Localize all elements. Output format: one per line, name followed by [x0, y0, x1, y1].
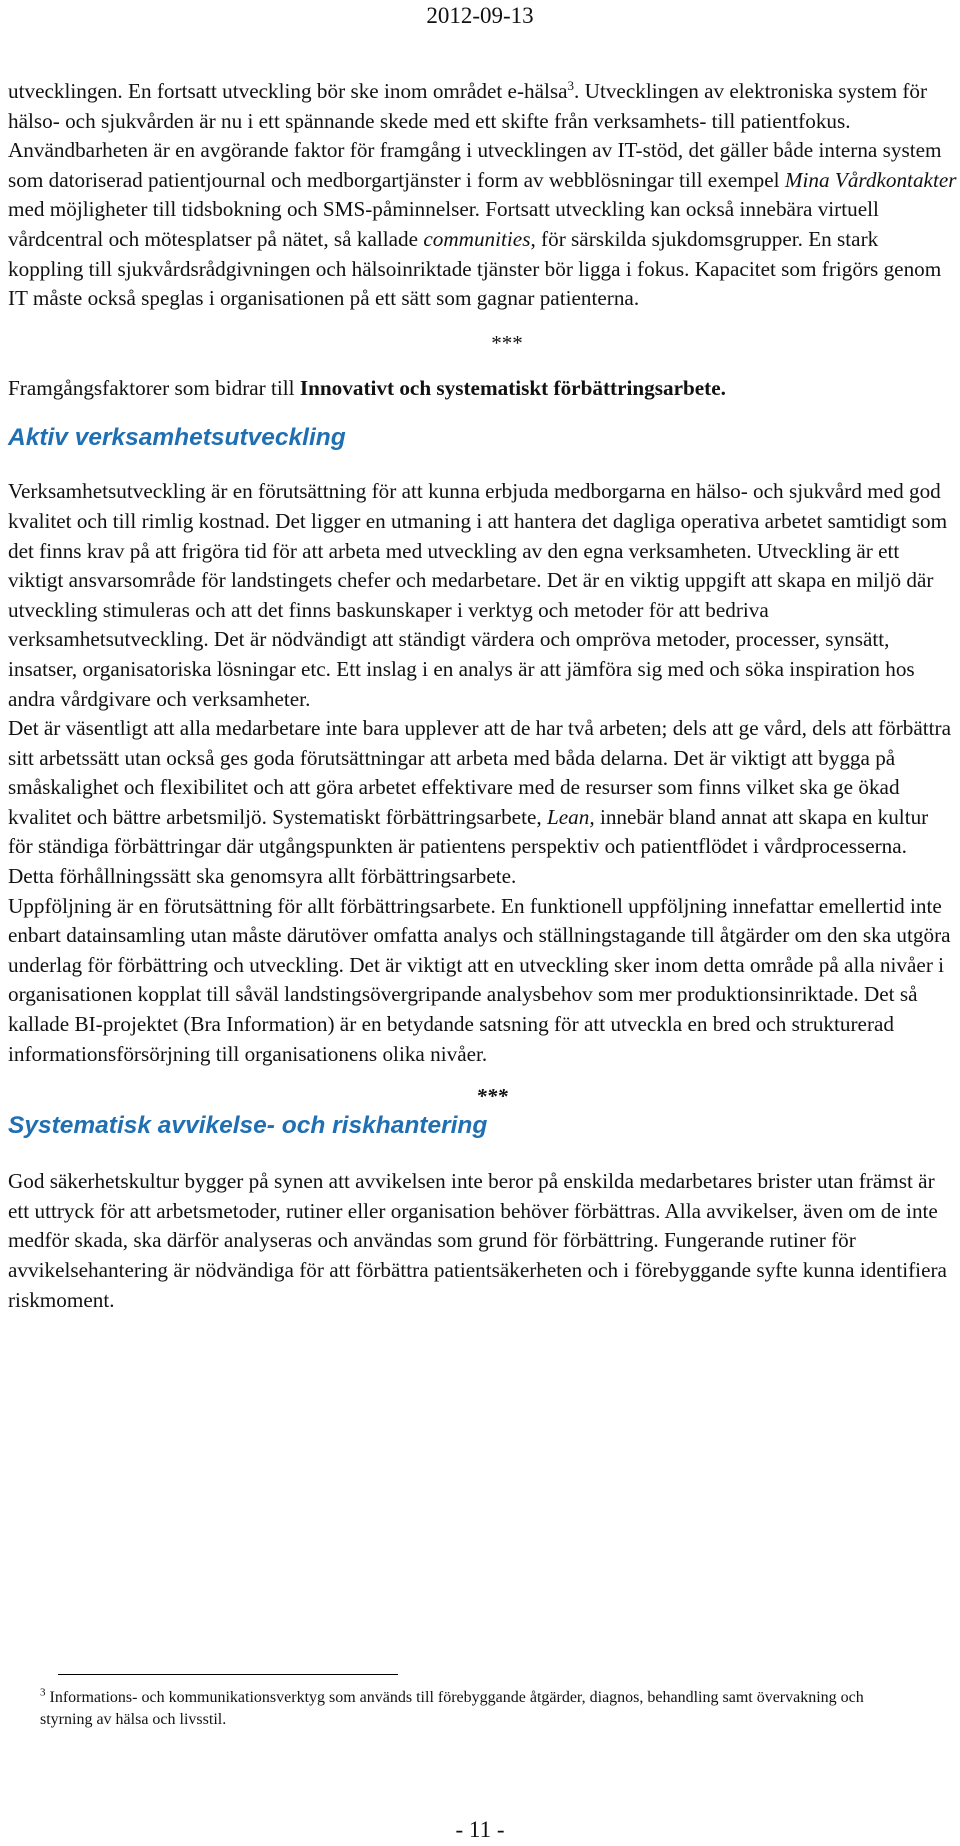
text-run: Det är väsentligt att alla medarbetare inte bara upplever att de har två arbeten; dels att ge vård, dels att förbättra sitt arbetssätt utan också ges goda förutsättningar att arbeta med båda delarna. Det är viktigt att bygga på småskalighet och flexibilitet och att göra arbetet effektivare med de resurser som finns vilket ska ge ökad kvalitet och bättre arbetsmiljö. Systematiskt förbättringsarbete, [8, 716, 951, 829]
footnote-text: Informations- och kommunikationsverktyg som används till förebyggande åtgärder, diagnos, behandling samt övervakning och styrning av hälsa och livsstil. [40, 1689, 864, 1728]
emphasis: Mina Vårdkontakter [784, 167, 957, 192]
text-run: innebär bland annat att skapa en kultur för ständiga förbättringar där utgångspunkten är patientens perspektiv och patientflödet i vårdprocesserna. Detta förhållningssätt ska genomsyra allt förbättringsarbete. [8, 804, 929, 889]
paragraph-uppfoljning: Uppföljning är en förutsättning för allt förbättringsarbete. En funktionell uppföljning innefattar emellertid inte enbart datainsamling utan måste därutöver omfatta analys och ställningstagande till åtgärder om den ska utgöra underlag för förbättring och utveckling. Det är viktigt att en utveckling sker inom detta område på alla nivåer i organisationen kopplat till såväl landstingsövergripande analysbehov som mer produktionsinriktade. Det så kallade BI-projektet (Bra Information) är en betydande satsning för att utveckla en bred och strukturerad informationsförsörjning till organisationens olika nivåer. [8, 893, 951, 1066]
page-header-date: 2012-09-13 [426, 3, 534, 28]
paragraph-medarbetare [8, 714, 958, 892]
paragraph-verksamhetsutveckling: Verksamhetsutveckling är en förutsättning för att kunna erbjuda medborgarna en hälso- och sjukvård med god kvalitet och till rimlig kostnad. Det ligger en utmaning i att hantera det dagliga operativa arbetet samtidigt som det finns krav på att frigöra tid för att arbeta med utveckling av den egna verksamheten. Utveckling är ett viktigt ansvarsområde för landstingets chefer och medarbetare. Det är en viktig uppgift att skapa en miljö där utveckling stimuleras och att det finns baskunskaper i verktyg och metoder för att bedriva verksamhetsutveckling. Det är nödvändigt att ständigt värdera och ompröva metoder, processer, synsätt, insatser, organisatoriska lösningar etc. Ett inslag i en analys är att jämföra sig med och söka inspiration hos andra vårdgivare och verksamheter. [8, 479, 948, 711]
text-run: utvecklingen. En fortsatt utveckling bör ske inom området e-hälsa [8, 79, 568, 103]
section-heading-aktiv: Aktiv verksamhetsutveckling [8, 424, 346, 452]
section-separator: *** [491, 330, 523, 355]
text-run: Framgångsfaktorer som bidrar till [8, 375, 300, 400]
footnote-ref: 3 [567, 77, 575, 93]
section-heading-avvikelse: Systematisk avvikelse- och riskhantering [8, 1112, 488, 1140]
footnote-number: 3 [40, 1686, 46, 1699]
footnote-divider [58, 1674, 398, 1675]
document-body [8, 77, 958, 1315]
bold-text: Innovativt och systematiskt förbättringsarbete. [299, 375, 726, 400]
text-run: , för särskilda sjukdomsgrupper. En stark koppling till sjukvårdsrådgivningen och hälsoinriktade tjänster bör ligga i fokus. Kapacitet som frigörs genom IT måste också speglas i organisationen på ett sätt som gagnar patienterna. [8, 226, 942, 311]
emphasis: communities [423, 226, 531, 251]
text-run: med möjligheter till tidsbokning och SMS-påminnelser. Fortsatt utveckling kan också innebära virtuell vårdcentral och mötesplatser på nätet, så kallade [8, 197, 879, 251]
paragraph-e-halsa [8, 77, 958, 314]
section-separator: *** [476, 1084, 508, 1109]
emphasis: Lean, [546, 804, 595, 829]
page-number: - 11 - [455, 1817, 505, 1842]
text-run: . Utvecklingen av elektroniska system för hälso- och sjukvården är nu i ett spännande skede med ett skifte från verksamhets- till patientfokus. Användbarheten är en avgörande faktor för framgång i utvecklingen av IT-stöd, det gäller både interna system som datoriserad patientjournal och medborgartjänster i form av webblösningar till exempel [8, 79, 942, 192]
lead-paragraph [8, 374, 958, 404]
paragraph-sakerhetskultur: God säkerhetskultur bygger på synen att avvikelsen inte beror på enskilda medarbetares brister utan främst är ett uttryck för att arbetsmetoder, rutiner eller organisation behöver förbättras. Alla avvikelser, även om de inte medför skada, ska därför analyseras och användas som grund för förbättring. Fungerande rutiner för avvikelsehantering är nödvändiga för att förbättra patientsäkerheten och i förebyggande syfte kunna identifiera riskmoment. [8, 1169, 947, 1312]
footnote [40, 1687, 920, 1731]
